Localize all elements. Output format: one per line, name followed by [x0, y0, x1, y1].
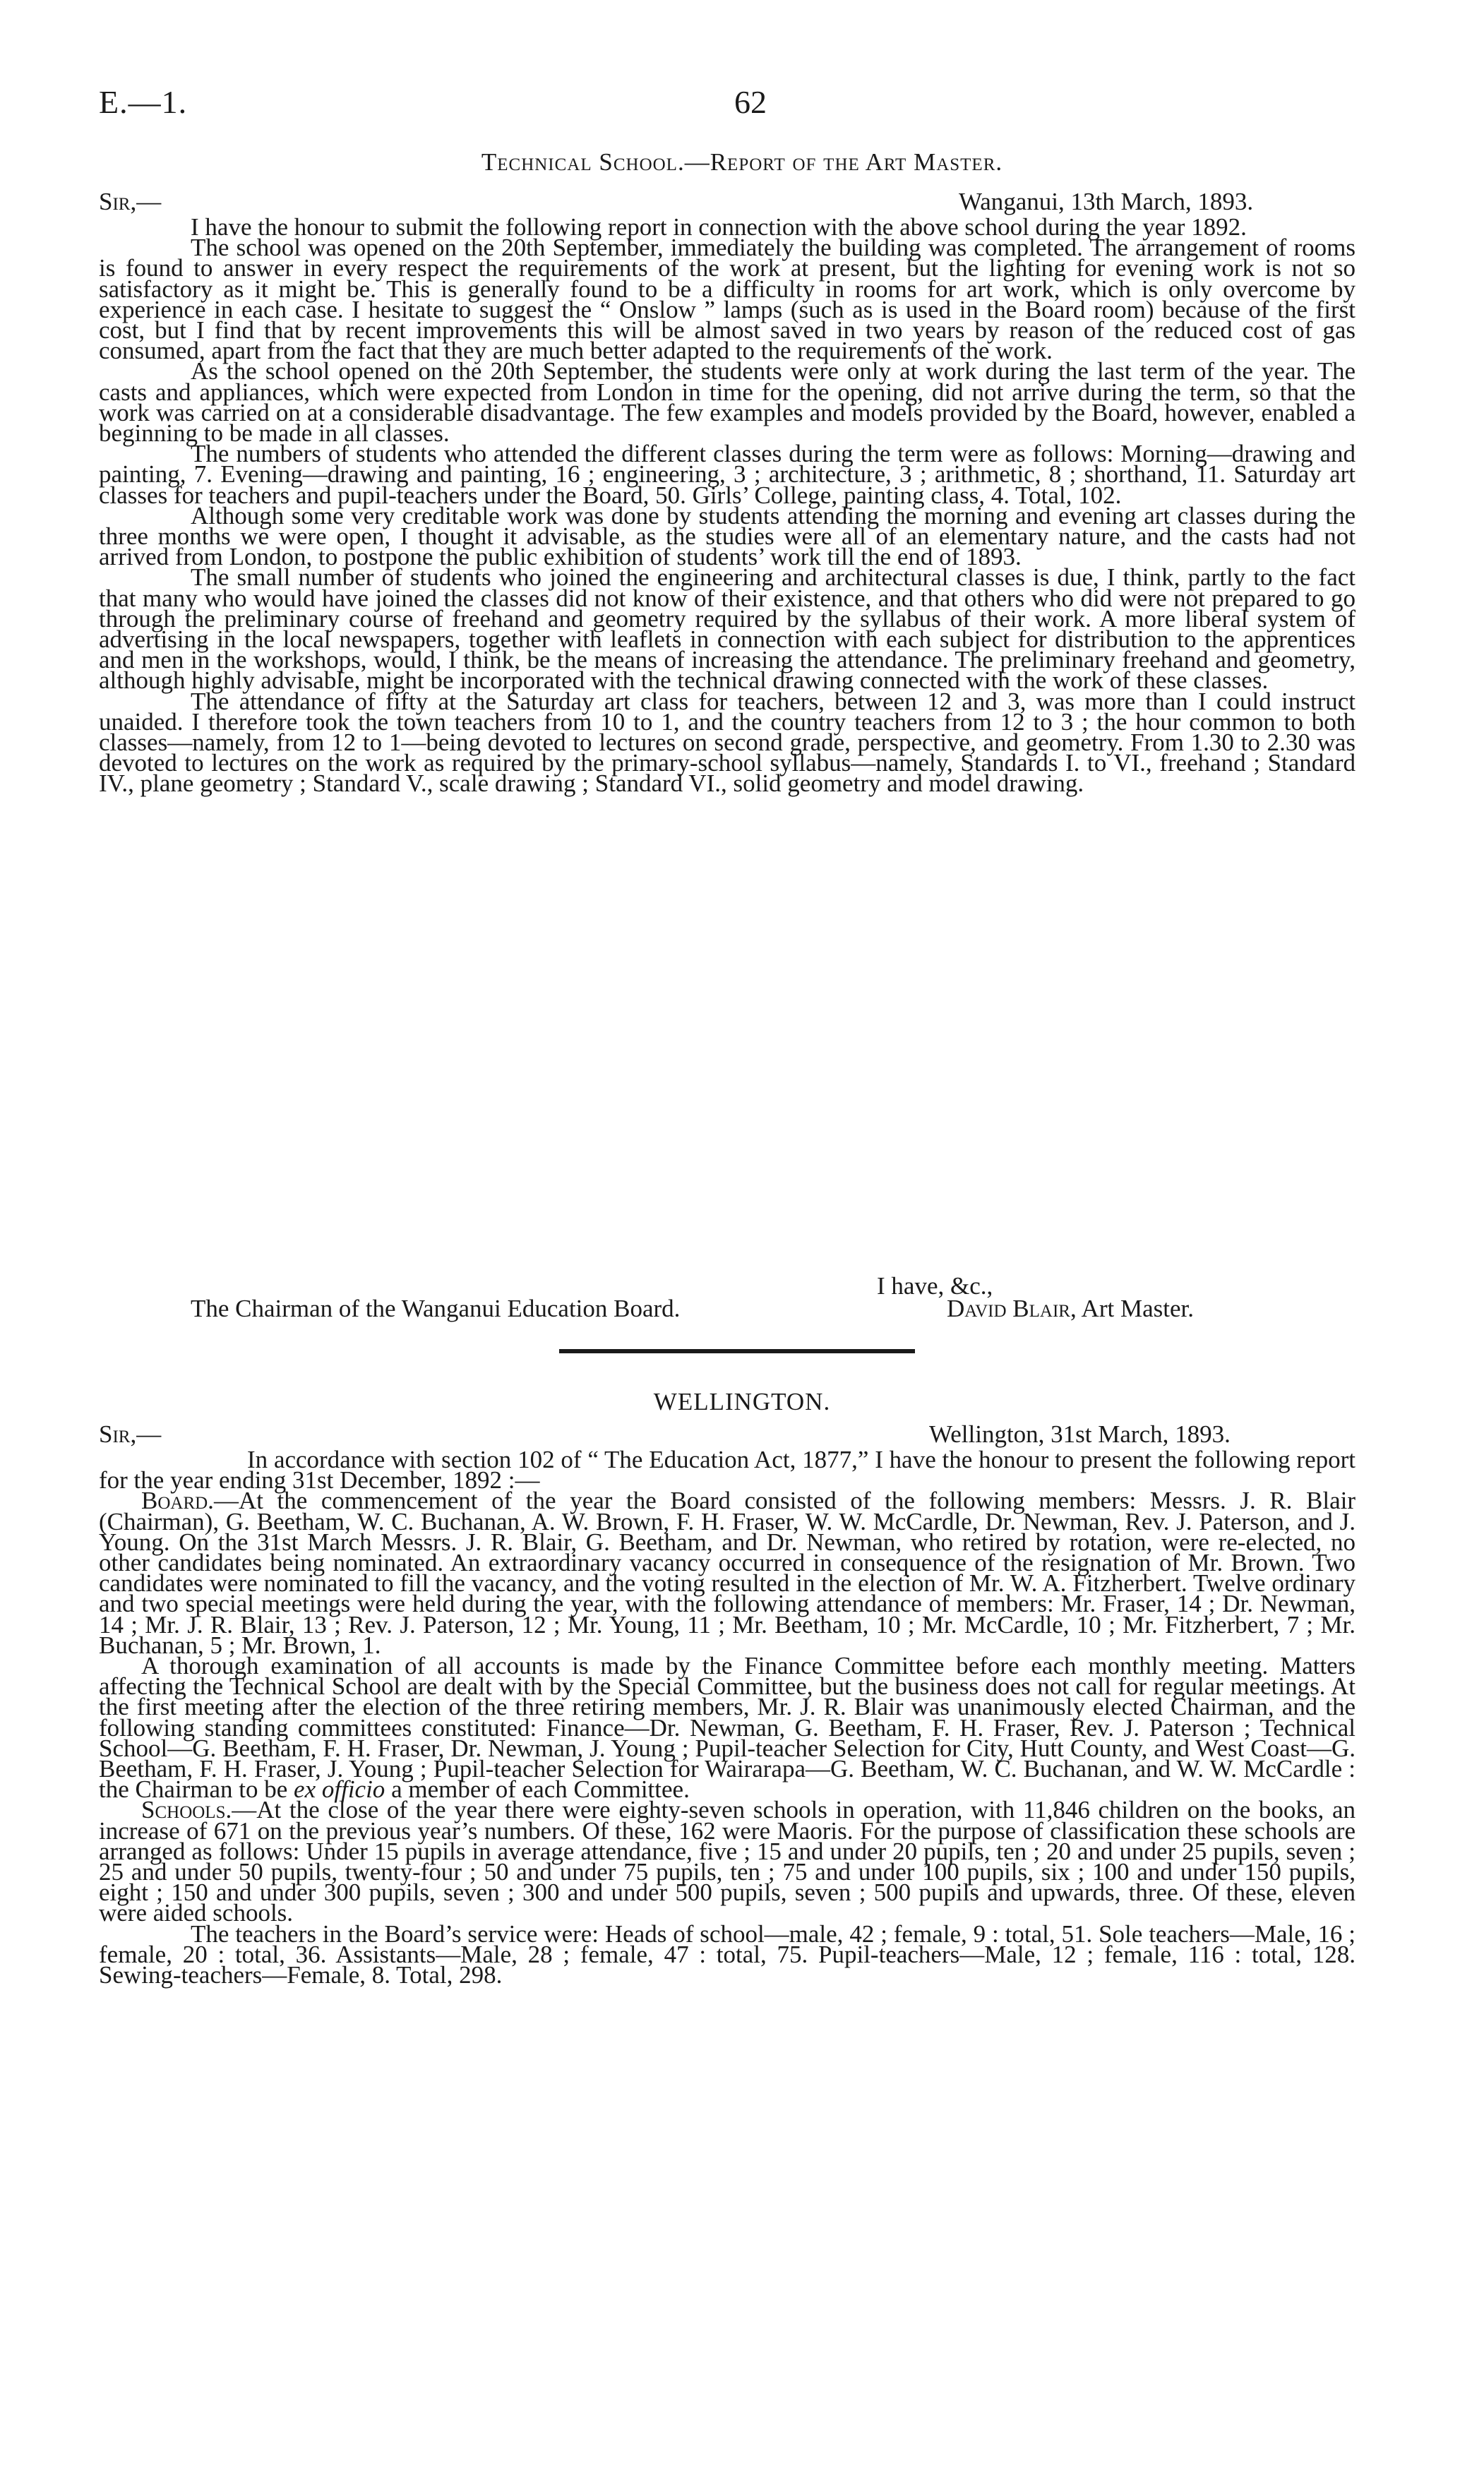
signature-name: David Blair, — [947, 1295, 1077, 1322]
board-text: —At the commencement of the year the Board consisted of the following members: Messrs. J. R. Blair (Chairman), G. Beetham, W. C. Buchanan, A. W. Brown, F. H. Fraser, W. W. McCardle, Dr. Newman, Rev. J. Paterson, and J. Young. On the 31st March Messrs. J. R. Blair, G. Beetham, and Dr. Newman, who retired by rotation, were re-elected, no other candidates being nominated. An extraordinary vacancy occurred in consequence of the resignation of Mr. Brown. Two candidates were nominated to fill the vacancy, and the voting resulted in the election of Mr. W. A. Fitzherbert. Twelve ordinary and two special meetings were held during the year, with the following attendance of members: Mr. Fraser, 14 ; Dr. Newman, 14 ; Mr. J. R. Blair, 13 ; Rev. J. Paterson, 12 ; Mr. Young, 11 ; Mr. Beetham, 10 ; Mr. McCardle, 10 ; Mr. Fitzherbert, 7 ; Mr. Buchanan, 5 ; Mr. Brown, 1. — [99, 1487, 1356, 1659]
paragraph: The attendance of fifty at the Saturday art class for teachers, between 12 and 3, was more than I could instruct unaided. I therefore took the town teachers from 10 to 1, and the country teachers from 12 to 3 ; the hour common to both classes—namely, from 12 to 1—being devoted to lectures on second grade, perspective, and geometry. From 1.30 to 2.30 was devoted to lectures on the work as required by the primary-school syllabus—namely, Standards I. to VI., freehand ; Standard IV., plane geometry ; Standard V., scale drawing ; Standard VI., solid geometry and model drawing. — [99, 687, 1356, 798]
committees-text-end: a member of each Committee. — [391, 1775, 690, 1804]
salutation: Sir,— — [99, 188, 162, 215]
paragraph: As the school opened on the 20th September, the students were only at work during the last term of the year. The casts and appliances, which were expected from London in time for the opening, did not arrive during the term, so that the work was carried on at a considerable disadvantage. The few examples and models provided by the Board, however, enabled a beginning to be made in all classes. — [99, 357, 1356, 448]
page-header-code: E.—1. — [99, 84, 188, 120]
signature-title: Art Master. — [1081, 1295, 1194, 1322]
paragraph-board — [99, 1487, 1356, 1659]
paragraph-committees — [99, 1652, 1356, 1804]
paragraph: In accordance with section 102 of “ The Education Act, 1877,” I have the honour to present the following report for the year ending 31st December, 1892 :— — [99, 1446, 1356, 1494]
page-number: 62 — [734, 84, 767, 120]
paragraph: The numbers of students who attended the different classes during the term were as follows: Morning—drawing and painting, 7. Evening—drawing and painting, 16 ; engineering, 3 ; architecture, 3 ; arithmetic, 8 ; shorthand, 11. Saturday art classes for teachers and pupil-teachers under the Board, 50. Girls’ College, painting class, 4. Total, 102. — [99, 440, 1356, 509]
signature — [947, 1295, 1194, 1323]
paragraph: I have the honour to submit the following report in connection with the above school during the year 1892. — [191, 213, 1247, 241]
schools-text: —At the close of the year there were eighty-seven schools in operation, with 11,846 children on the books, an increase of 671 on the previous year’s numbers. Of these, 162 were Maoris. For the purpose of classification these schools are arranged as follows: Under 15 pupils in average attendance, five ; 15 and under 20 pupils, ten ; 20 and under 25 pupils, seven ; 25 and under 50 pupils, twenty-four ; 50 and under 75 pupils, ten ; 75 and under 100 pupils, six ; 100 and under 150 pupils, eight ; 150 and under 300 pupils, seven ; 300 and under 500 pupils, seven ; 500 pupils and upwards, three. Of these, eleven were aided schools. — [99, 1796, 1356, 1927]
report-body-art-master — [99, 213, 1356, 798]
dateline: Wellington, 31st March, 1893. — [929, 1420, 1231, 1448]
board-heading: Board. — [141, 1487, 214, 1515]
report-title-art-master: Technical School.—Report of the Art Master. — [481, 148, 1003, 176]
committees-text: A thorough examination of all accounts is made by the Finance Committee before each monthly meeting. Matters affecting the Technical School are dealt with by the Special Committee, but the business does not call for regular meetings. At the first meeting after the election of the three retiring members, Mr. J. R. Blair was unanimously elected Chairman, and the following standing committees constituted: Finance—Dr. Newman, G. Beetham, F. H. Fraser, Rev. J. Paterson ; Technical School—G. Beetham, F. H. Fraser, Dr. Newman, J. Young ; Pupil-teacher Selection for City, Hutt County, and West Coast—G. Beetham, F. H. Fraser, J. Young ; Pupil-teacher Selection for Wairarapa—G. Beetham, W. C. Buchanan, and W. W. McCardle : the Chairman to be — [99, 1652, 1356, 1804]
paragraph: The school was opened on the 20th September, immediately the building was completed. The arrangement of rooms is found to answer in every respect the requirements of the work at present, but the lighting for evening work is not so satisfactory as it might be. This is generally found to be a difficulty in rooms for art work, which is only overcome by experience in each case. I hesitate to suggest the “ Onslow ” lamps (such as is used in the Board room) because of the first cost, but I find that by recent improvements this will be almost saved in two years by reason of the reduced cost of gas consumed, apart from the fact that they are much better adapted to the requirements of the work. — [99, 234, 1356, 365]
paragraph-schools — [99, 1796, 1356, 1927]
report-body-wellington — [99, 1446, 1356, 1989]
paragraph: The small number of students who joined the engineering and architectural classes is due, I think, partly to the fact that many who would have joined the classes did not know of their existence, and that others who did were not prepared to go through the preliminary course of freehand and geometry required by the syllabus of their work. A more liberal system of advertising in the local newspapers, together with leaflets in connection with each subject for distribution to the apprentices and men in the workshops, would, I think, be the means of increasing the attendance. The preliminary freehand and geometry, although highly advisable, might be incorporated with the technical drawing connected with the work of these classes. — [99, 563, 1356, 695]
paragraph: Although some very creditable work was done by students attending the morning and evening art classes during the three months we were open, I thought it advisable, as the studies were all of an elementary nature, and the casts had not arrived from London, to postpone the public exhibition of students’ work till the end of 1893. — [99, 501, 1356, 571]
dateline: Wanganui, 13th March, 1893. — [959, 188, 1254, 215]
section-divider — [559, 1349, 915, 1353]
salutation: Sir,— — [99, 1420, 162, 1448]
committees-italic: ex officio — [294, 1775, 385, 1804]
closing: I have, &c., — [877, 1272, 993, 1300]
addressee: The Chairman of the Wanganui Education Board. — [191, 1295, 681, 1322]
schools-heading: Schools. — [141, 1796, 232, 1824]
report-title-wellington: WELLINGTON. — [653, 1388, 831, 1415]
paragraph: The teachers in the Board’s service were: Heads of school—male, 42 ; female, 9 : total, 51. Sole teachers—Male, 16 ; female, 20 : total, 36. Assistants—Male, 28 ; female, 47 : total, 75. Pupil-teachers—Male, 12 ; female, 116 : total, 128. Sewing-teachers—Female, 8. Total, 298. — [99, 1919, 1356, 1989]
